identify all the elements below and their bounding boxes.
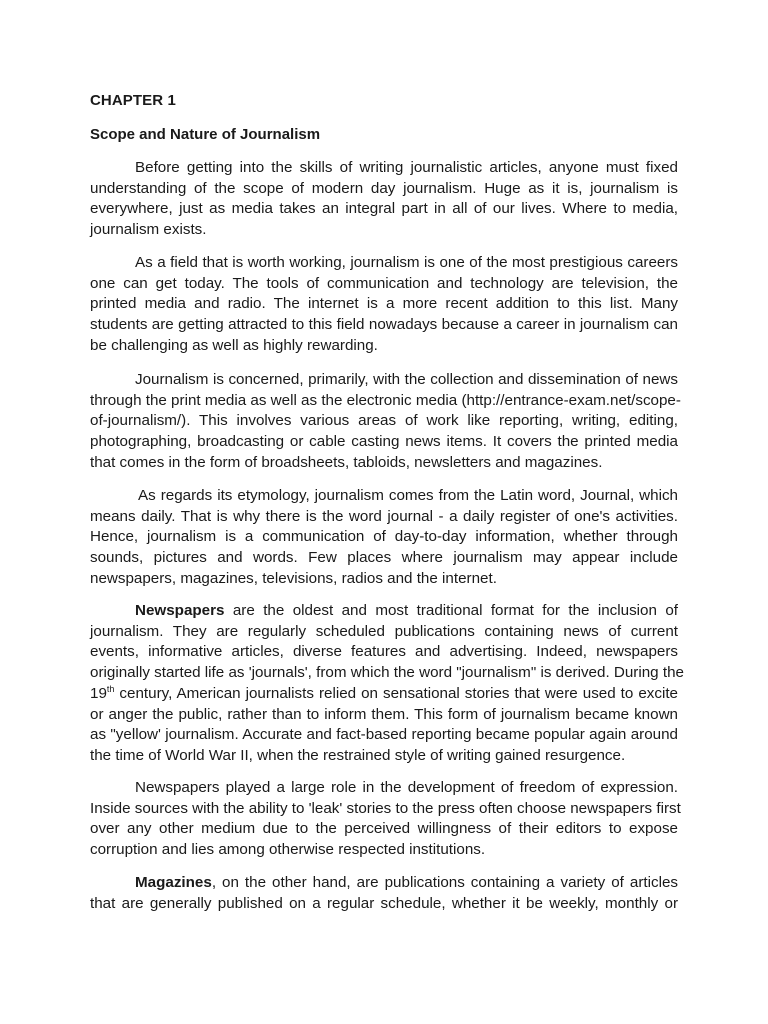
paragraph-line: As a field that is worth working, journalism is one of the most prestigious careers: [135, 254, 678, 271]
paragraph-line: that comes in the form of broadsheets, tabloids, newsletters and magazines.: [90, 453, 603, 471]
paragraph-line: everywhere, just as media takes an integral part in all of our lives. Where to media,: [90, 200, 678, 218]
paragraph-line: [90, 684, 678, 705]
paragraph-line: journalism exists.: [90, 221, 207, 239]
paragraph-1: [90, 158, 678, 241]
line-text: century, American journalists relied on sensational stories that were used to excite: [114, 684, 678, 702]
paragraph-magazines: [90, 873, 678, 914]
paragraph-6: [90, 778, 681, 861]
paragraph-line: Newspapers played a large role in the development of freedom of expression.: [135, 779, 678, 796]
paragraph-line: of-journalism/). This involves various areas of work like reporting, writing, editing,: [90, 412, 678, 430]
paragraph-line: the time of World War II, when the restrained style of writing gained resurgence.: [90, 746, 626, 764]
paragraph-line: Inside sources with the ability to 'leak' stories to the press often choose newspapers first: [90, 799, 681, 817]
century-superscript: th: [106, 683, 115, 694]
paragraph-2: [90, 253, 678, 357]
paragraph-line: Journalism is concerned, primarily, with the collection and dissemination of news: [135, 371, 678, 388]
paragraph-line: understanding of the scope of modern day journalism. Huge as it is, journalism is: [90, 179, 678, 197]
century-number: 19: [90, 684, 107, 702]
paragraph-line: journalism. They are regularly scheduled publications containing news of current: [90, 622, 678, 640]
paragraph-line: as "yellow' journalism. Accurate and fact-based reporting became popular again around: [90, 726, 678, 744]
line-text: are the oldest and most traditional format for the inclusion of: [224, 602, 678, 619]
bold-term-newspapers: Newspapers: [135, 602, 225, 619]
paragraph-line: students are getting attracted to this field nowadays because a career in journalism can: [90, 316, 678, 334]
paragraph-3: [90, 370, 681, 474]
paragraph-line: [90, 873, 678, 894]
paragraph-line: through the print media as well as the electronic media (http://entrance-exam.net/scope-: [90, 391, 681, 409]
line-text: , on the other hand, are publications containing a variety of articles: [211, 874, 678, 891]
paragraph-line: one can get today. The tools of communication and technology are television, the: [90, 274, 678, 292]
paragraph-line: sounds, pictures and words. Few places where journalism may appear include: [90, 549, 678, 567]
paragraph-line: over any other medium due to the perceived willingness of their editors to expose: [90, 820, 678, 838]
bold-term-magazines: Magazines: [135, 874, 212, 891]
paragraph-line: [90, 601, 678, 622]
paragraph-line: corruption and lies among otherwise respected institutions.: [90, 841, 486, 859]
paragraph-line: originally started life as 'journals', from which the word "journalism" is derived. During the: [90, 664, 684, 682]
paragraph-line: printed media and radio. The internet is a more recent addition to this list. Many: [90, 295, 678, 313]
paragraph-line: or anger the public, rather than to inform them. This form of journalism became known: [90, 705, 678, 723]
paragraph-line: means daily. That is why there is the word journal - a daily register of one's activities.: [90, 507, 678, 525]
paragraph-line: events, informative articles, diverse features and advertising. Indeed, newspapers: [90, 643, 678, 661]
paragraph-newspapers: [90, 601, 684, 767]
chapter-heading: CHAPTER 1: [90, 92, 176, 109]
paragraph-line: Hence, journalism is a communication of day-to-day information, whether through: [90, 528, 678, 546]
section-title: Scope and Nature of Journalism: [90, 126, 321, 143]
paragraph-line: be challenging as well as highly rewarding.: [90, 336, 378, 354]
paragraph-line: photographing, broadcasting or cable casting news items. It covers the printed media: [90, 433, 678, 451]
paragraph-4: [90, 486, 678, 590]
paragraph-line: As regards its etymology, journalism comes from the Latin word, Journal, which: [138, 487, 678, 504]
paragraph-line: newspapers, magazines, televisions, radios and the internet.: [90, 569, 497, 587]
paragraph-line: that are generally published on a regular schedule, whether it be weekly, monthly or: [90, 894, 678, 912]
paragraph-line: Before getting into the skills of writing journalistic articles, anyone must fixed: [135, 159, 678, 176]
